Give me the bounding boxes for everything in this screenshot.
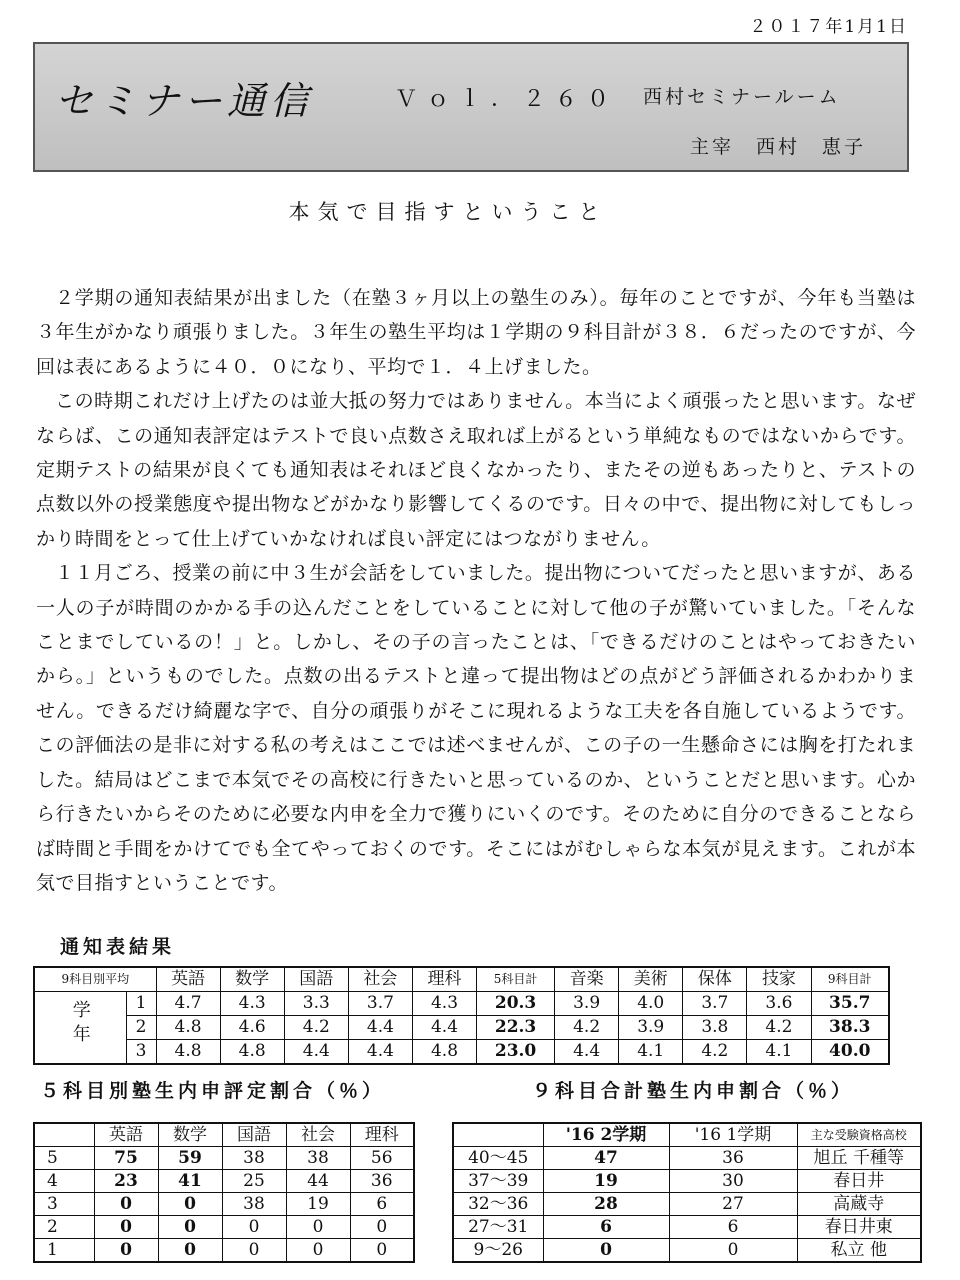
table-cell: 38 xyxy=(222,1147,286,1170)
column-header: 9科目計 xyxy=(811,967,889,992)
table-cell: 38 xyxy=(222,1193,286,1216)
range-cell: 9～26 xyxy=(453,1239,543,1263)
range-cell: 40～45 xyxy=(453,1147,543,1170)
table-cell: 38.3 xyxy=(811,1016,889,1040)
table-cell: 4.4 xyxy=(348,1016,412,1040)
table-cell: 0 xyxy=(94,1216,158,1239)
column-header: 国語 xyxy=(222,1123,286,1147)
table-row xyxy=(34,1193,414,1216)
table-cell: 19 xyxy=(543,1170,669,1193)
table-row xyxy=(34,1040,889,1065)
paragraph: ２学期の通知表結果が出ました（在塾３ヶ月以上の塾生のみ）。毎年のことですが、今年も当塾は３年生がかなり頑張りました。３年生の塾生平均は１学期の９科目計が３８．６だったのですが、今回は表にあるように４０．０になり、平均で１．４上げました。 xyxy=(36,287,916,378)
table-cell: 0 xyxy=(543,1239,669,1263)
table-cell: 0 xyxy=(222,1239,286,1263)
owner-name: 主宰 西村 恵子 xyxy=(690,136,867,158)
table-cell: 36 xyxy=(350,1170,414,1193)
table-cell: 旭丘 千種等 xyxy=(797,1147,921,1170)
table-cell: 0 xyxy=(94,1239,158,1263)
table-cell: 4.8 xyxy=(220,1040,284,1065)
table-header-row xyxy=(34,1123,414,1147)
table-cell: 41 xyxy=(158,1170,222,1193)
table-header-row xyxy=(453,1123,921,1147)
issue-date: ２０１７年1月1日 xyxy=(749,17,908,37)
table-cell: 0 xyxy=(286,1216,350,1239)
column-header: 社会 xyxy=(286,1123,350,1147)
column-header: 保体 xyxy=(683,967,747,992)
table-cell: 0 xyxy=(158,1216,222,1239)
score-cell: 5 xyxy=(34,1147,94,1170)
table-cell: 6 xyxy=(543,1216,669,1239)
column-header: 理科 xyxy=(412,967,476,992)
grade-cell: 1 xyxy=(126,992,156,1016)
table-cell: 6 xyxy=(669,1216,797,1239)
table-row xyxy=(453,1239,921,1263)
range-cell: 37～39 xyxy=(453,1170,543,1193)
column-header: 国語 xyxy=(284,967,348,992)
table-cell: 47 xyxy=(543,1147,669,1170)
volume-number: Ｖｏｌ．２６０ xyxy=(395,87,620,112)
table-cell: 4.8 xyxy=(156,1016,220,1040)
table-cell: 3.3 xyxy=(284,992,348,1016)
row-group-header xyxy=(34,992,126,1065)
table-cell: 4.4 xyxy=(555,1040,619,1065)
table-row xyxy=(453,1147,921,1170)
table-cell: 4.4 xyxy=(412,1016,476,1040)
range-cell: 27～31 xyxy=(453,1216,543,1239)
table-cell: 0 xyxy=(94,1193,158,1216)
table-cell: 4.2 xyxy=(555,1016,619,1040)
column-header: 美術 xyxy=(619,967,683,992)
table-cell: 0 xyxy=(350,1216,414,1239)
table-cell: 38 xyxy=(286,1147,350,1170)
table-cell: 0 xyxy=(286,1239,350,1263)
table-cell: 0 xyxy=(350,1239,414,1263)
score-cell: 3 xyxy=(34,1193,94,1216)
paragraph: １１月ごろ、授業の前に中３生が会話をしていました。提出物についてだったと思いますが、ある一人の子が時間のかかる手の込んだことをしていることに対して他の子が驚いていました。「そんなことまでしているの！」と。しかし、その子の言ったことは、「できるだけのことはやっておきたいから。」というものでした。点数の出るテストと違って提出物はどの点がどう評価されるかわかりません。できるだけ綺麗な字で、自分の頑張りがそこに現れるような工夫を各自施しているようです。この評価法の是非に対する私の考えはここでは述べませんが、この子の一生懸命さには胸を打たれました。結局はどこまで本気でその高校に行きたいと思っているのか、ということだと思います。心から行きたいからそのために必要な内申を全力で獲りにいくのです。そのために自分のできることならば時間と手間をかけてでも全てやっておくのです。そこにはがむしゃらな本気が見えます。これが本気で目指すということです。 xyxy=(36,562,916,894)
grade-cell: 2 xyxy=(126,1016,156,1040)
table-row xyxy=(34,992,889,1016)
table-cell: 春日井東 xyxy=(797,1216,921,1239)
table-row xyxy=(453,1193,921,1216)
table-cell: 59 xyxy=(158,1147,222,1170)
table-row xyxy=(34,1147,414,1170)
column-header: 技家 xyxy=(747,967,811,992)
column-header: 理科 xyxy=(350,1123,414,1147)
table-cell: 23.0 xyxy=(477,1040,555,1065)
nine-subject-table xyxy=(452,1122,922,1263)
table-cell: 高蔵寺 xyxy=(797,1193,921,1216)
table-cell: 3.8 xyxy=(683,1016,747,1040)
column-header: '16 1学期 xyxy=(669,1123,797,1147)
paragraph: この時期これだけ上げたのは並大抵の努力ではありません。本当によく頑張ったと思います。なぜならば、この通知表評定はテストで良い点数さえ取れば上がるという単純なものではないからです。定期テストの結果が良くても通知表はそれほど良くなかったり、またその逆もあったりと、テストの点数以外の授業態度や提出物などがかなり影響してくるのです。日々の中で、提出物に対してもしっかり時間をとって仕上げていかなければ良い評定にはつながりません。 xyxy=(36,390,916,550)
organization-name: 西村セミナールーム xyxy=(643,86,841,108)
article-headline: 本気で目指すということ xyxy=(288,200,608,224)
table-cell: 私立 他 xyxy=(797,1239,921,1263)
table-cell: 6 xyxy=(350,1193,414,1216)
table-cell: 0 xyxy=(222,1216,286,1239)
column-header: 数学 xyxy=(220,967,284,992)
table-cell: 4.0 xyxy=(619,992,683,1016)
table-cell: 20.3 xyxy=(477,992,555,1016)
newsletter-header xyxy=(33,42,909,172)
newsletter-title: セミナー通信 xyxy=(55,79,314,123)
table-row xyxy=(453,1170,921,1193)
table-cell: 40.0 xyxy=(811,1040,889,1065)
table-cell: 3.9 xyxy=(619,1016,683,1040)
table-cell: 4.2 xyxy=(747,1016,811,1040)
table-cell: 36 xyxy=(669,1147,797,1170)
table-row xyxy=(34,1216,414,1239)
five-subject-table xyxy=(33,1122,415,1263)
table-cell: 0 xyxy=(158,1239,222,1263)
table-cell: 4.3 xyxy=(220,992,284,1016)
column-header: 英語 xyxy=(94,1123,158,1147)
table-cell: 0 xyxy=(158,1193,222,1216)
table-cell: 4.7 xyxy=(156,992,220,1016)
nine-subject-label: ９科目合計塾生内申割合（％） xyxy=(532,1080,855,1102)
table-cell: 4.4 xyxy=(348,1040,412,1065)
table-cell: 22.3 xyxy=(477,1016,555,1040)
table-cell: 35.7 xyxy=(811,992,889,1016)
grade-cell: 3 xyxy=(126,1040,156,1065)
table-cell: 0 xyxy=(669,1239,797,1263)
table-cell: 4.2 xyxy=(284,1016,348,1040)
table-cell: 3.9 xyxy=(555,992,619,1016)
table-cell: 3.7 xyxy=(683,992,747,1016)
table-corner xyxy=(453,1123,543,1147)
table-cell: 4.3 xyxy=(412,992,476,1016)
table-cell: 春日井 xyxy=(797,1170,921,1193)
score-cell: 2 xyxy=(34,1216,94,1239)
column-header: 5科目計 xyxy=(477,967,555,992)
score-cell: 4 xyxy=(34,1170,94,1193)
table-cell: 75 xyxy=(94,1147,158,1170)
table-cell: 4.1 xyxy=(619,1040,683,1065)
column-header: '16 2学期 xyxy=(543,1123,669,1147)
five-subject-label: ５科目別塾生内申評定割合（％） xyxy=(40,1080,386,1102)
grade-label: 学年 xyxy=(69,1000,91,1048)
table-cell: 25 xyxy=(222,1170,286,1193)
report-card-table xyxy=(33,966,890,1065)
column-header: 音楽 xyxy=(555,967,619,992)
table-corner-label: 9科目別平均 xyxy=(34,967,156,992)
column-header: 主な受験資格高校 xyxy=(797,1123,921,1147)
table-cell: 30 xyxy=(669,1170,797,1193)
table-cell: 56 xyxy=(350,1147,414,1170)
table-cell: 23 xyxy=(94,1170,158,1193)
column-header: 数学 xyxy=(158,1123,222,1147)
table-cell: 28 xyxy=(543,1193,669,1216)
table-cell: 4.2 xyxy=(683,1040,747,1065)
table-cell: 44 xyxy=(286,1170,350,1193)
column-header: 社会 xyxy=(348,967,412,992)
table-row xyxy=(453,1216,921,1239)
table-cell: 19 xyxy=(286,1193,350,1216)
table-row xyxy=(34,1170,414,1193)
range-cell: 32～36 xyxy=(453,1193,543,1216)
article-body xyxy=(36,281,916,900)
table-header-row xyxy=(34,967,889,992)
report-table-label: 通知表結果 xyxy=(60,936,176,958)
table-corner xyxy=(34,1123,94,1147)
table-cell: 27 xyxy=(669,1193,797,1216)
table-cell: 4.1 xyxy=(747,1040,811,1065)
column-header: 英語 xyxy=(156,967,220,992)
table-cell: 3.6 xyxy=(747,992,811,1016)
table-row xyxy=(34,1239,414,1263)
table-cell: 4.4 xyxy=(284,1040,348,1065)
score-cell: 1 xyxy=(34,1239,94,1263)
table-row xyxy=(34,1016,889,1040)
table-cell: 4.8 xyxy=(412,1040,476,1065)
table-cell: 4.8 xyxy=(156,1040,220,1065)
table-cell: 4.6 xyxy=(220,1016,284,1040)
table-cell: 3.7 xyxy=(348,992,412,1016)
